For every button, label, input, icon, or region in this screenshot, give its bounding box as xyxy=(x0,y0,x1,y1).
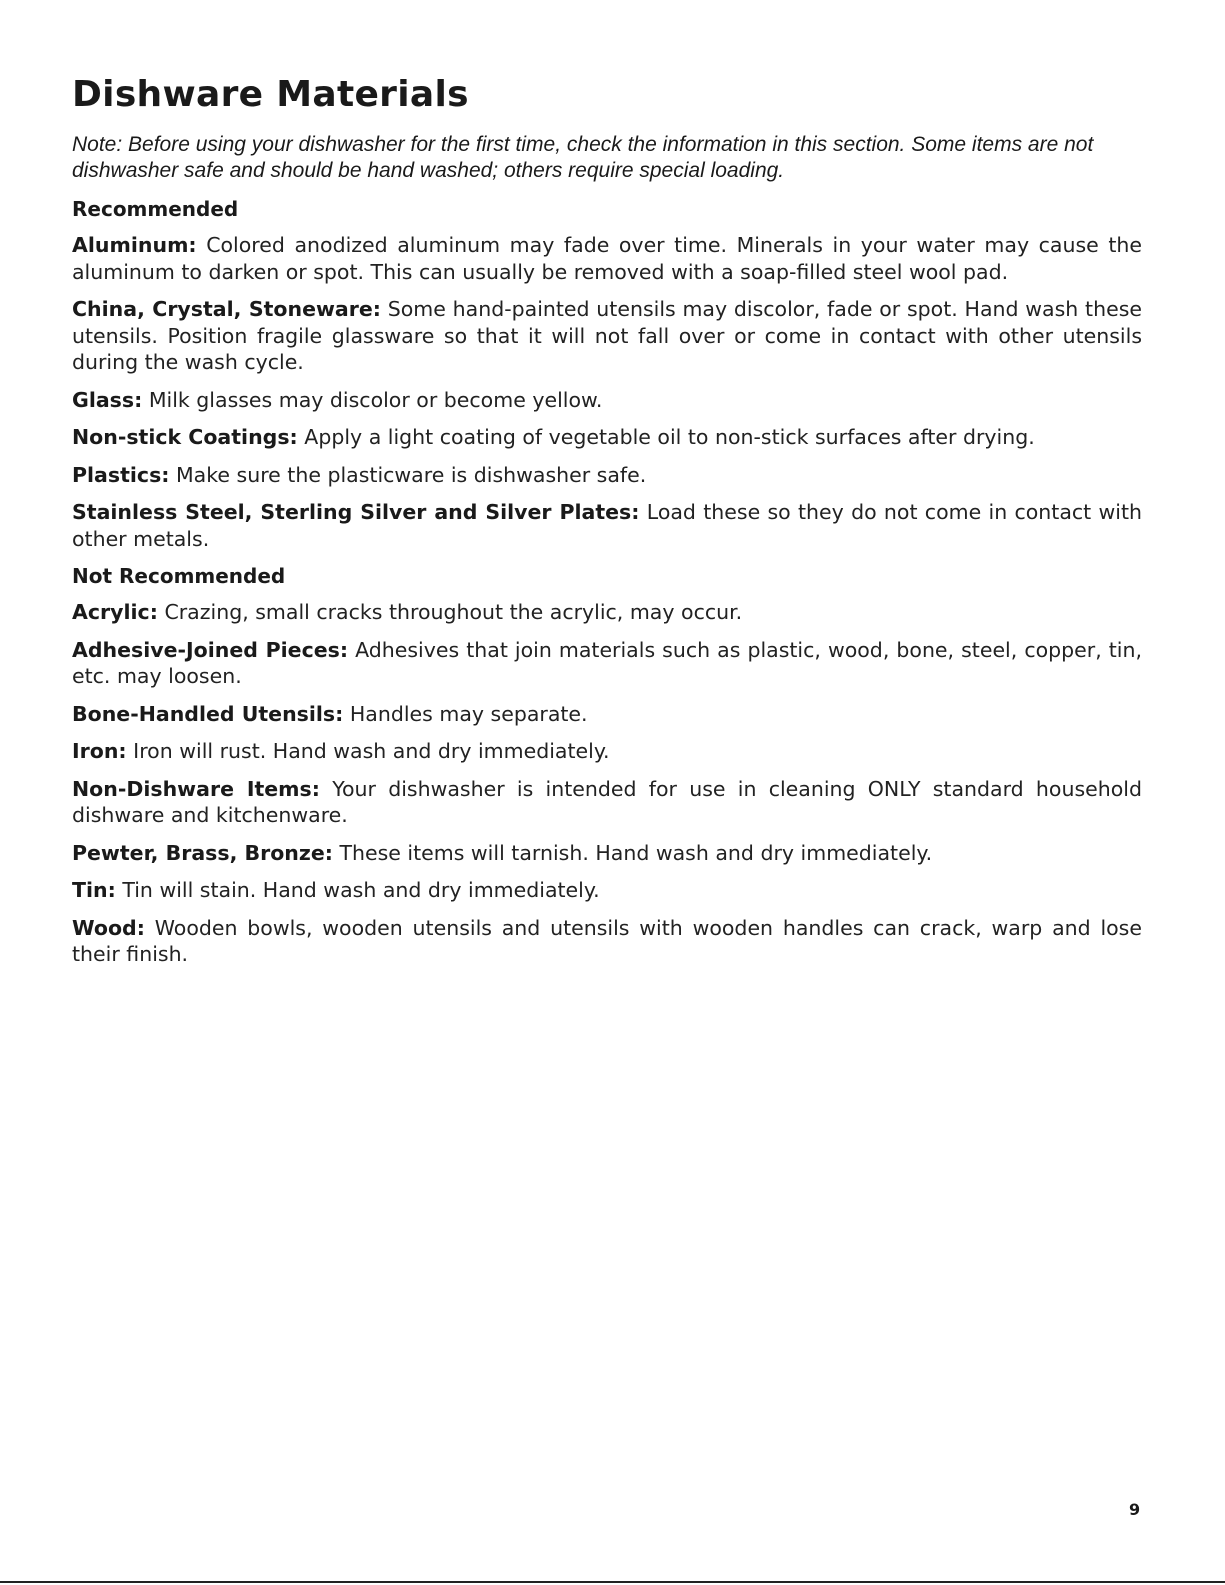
entry-text: Make sure the plasticware is dishwasher safe. xyxy=(176,462,647,487)
entry-text: Iron will rust. Hand wash and dry immediately. xyxy=(133,739,610,763)
entry-text: Some hand-painted utensils may discolor, fade or spot. Hand wash these utensils. Position fragile glassware so that it will not fall over or come in contact with other utensils during the wash cycle. xyxy=(72,297,1142,374)
entry-text: Your dishwasher is intended for use in cleaning ONLY standard household dishware and kitchenware. xyxy=(72,776,1142,827)
entry-text: Crazing, small cracks throughout the acrylic, may occur. xyxy=(164,600,743,624)
entry-term: Adhesive-Joined Pieces: xyxy=(72,637,349,662)
entry-term: China, Crystal, Stoneware: xyxy=(72,297,381,321)
entry-text: Tin will stain. Hand wash and dry immediately. xyxy=(122,878,600,902)
entry-text: Apply a light coating of vegetable oil to non-stick surfaces after drying. xyxy=(304,425,1035,449)
entry-stainless-steel xyxy=(72,499,1142,552)
entry-term: Pewter, Brass, Bronze: xyxy=(72,840,333,865)
bottom-rule xyxy=(0,1581,1225,1583)
entry-term: Non-Dishware Items: xyxy=(72,776,320,801)
entry-wood xyxy=(72,915,1142,968)
entry-bone-handled-utensils xyxy=(72,701,1142,728)
entry-text: Milk glasses may discolor or become yellow. xyxy=(148,387,603,412)
entry-aluminum xyxy=(72,232,1142,285)
entry-glass xyxy=(72,387,1142,414)
page-number: 9 xyxy=(1129,1500,1141,1519)
entry-term: Wood: xyxy=(72,915,145,940)
entry-pewter-brass-bronze xyxy=(72,840,1142,867)
entry-text: Colored anodized aluminum may fade over time. Minerals in your water may cause the aluminum to darken or spot. This can usually be removed with a soap-filled steel wool pad. xyxy=(72,233,1142,284)
entry-plastics xyxy=(72,462,1142,489)
entry-term: Iron: xyxy=(72,739,127,763)
entry-acrylic xyxy=(72,599,1142,626)
entry-adhesive-joined-pieces xyxy=(72,637,1142,690)
entry-text: Handles may separate. xyxy=(349,701,588,726)
entry-text: These items will tarnish. Hand wash and dry immediately. xyxy=(339,840,933,865)
entry-term: Glass: xyxy=(72,387,143,412)
intro-note: Note: Before using your dishwasher for the first time, check the information in this section. Some items are not dishwasher safe and should be hand washed; others require special loading. xyxy=(72,133,1094,182)
entry-term: Aluminum: xyxy=(72,233,197,257)
entry-tin xyxy=(72,877,1142,904)
entry-iron xyxy=(72,738,1142,765)
entry-non-stick-coatings xyxy=(72,424,1142,451)
entry-text: Wooden bowls, wooden utensils and utensils with wooden handles can crack, warp and lose their finish. xyxy=(72,915,1142,966)
entry-china-crystal-stoneware xyxy=(72,296,1142,376)
page-title: Dishware Materials xyxy=(72,74,469,115)
entry-term: Stainless Steel, Sterling Silver and Silver Plates: xyxy=(72,500,640,524)
entry-term: Plastics: xyxy=(72,462,170,487)
entry-term: Acrylic: xyxy=(72,600,158,624)
entry-text: Load these so they do not come in contact with other metals. xyxy=(72,500,1142,551)
entry-term: Tin: xyxy=(72,878,116,902)
recommended-heading: Recommended xyxy=(72,197,239,221)
entry-term: Bone-Handled Utensils: xyxy=(72,701,344,726)
entry-term: Non-stick Coatings: xyxy=(72,425,298,449)
entry-non-dishware-items xyxy=(72,776,1142,829)
entry-text: Adhesives that join materials such as plastic, wood, bone, steel, copper, tin, etc. may loosen. xyxy=(72,637,1142,688)
page-content xyxy=(72,132,1142,979)
not-recommended-heading: Not Recommended xyxy=(72,564,286,588)
